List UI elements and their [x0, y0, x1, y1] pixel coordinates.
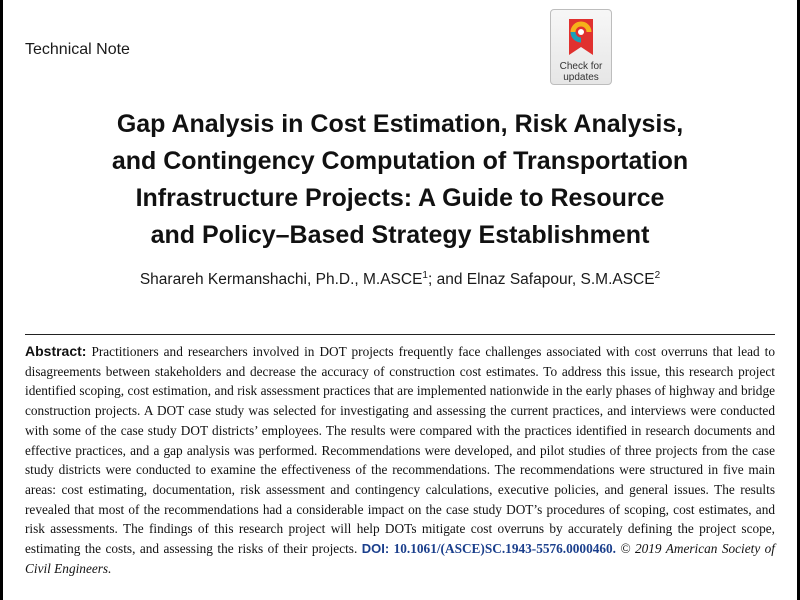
- author-list: [0, 271, 800, 289]
- abstract-body: Practitioners and researchers involved in DOT projects frequently face challenges associated with cost overruns that lead to disagreements between stakeholders and decrease the accuracy of construction cost estimates. To address this issue, this research project identified scoping, cost estimation, and risk assessment practices that are implemented nationwide in the early phases of highway and bridge construction projects. A DOT case study was selected for investigating and assessing the current practices, and interviews were conducted with some of the case study DOT districts’ employees. The results were compared with the practices identified in research documents and effective practices, and a gap analysis was performed. Recommendations were developed, and pilot studies of three projects from the case study districts were conducted to examine the effectiveness of the recommendations. The recommendations were structured in five main areas: cost estimating, documentation, risk assessment and contingency calculations, executive policies, and general issues. The results revealed that most of the recommendations had a considerable impact on the case study DOT’s procedures of scoping, cost estimates, and risk assessments. The findings of this research project will help DOTs mitigate cost overruns by accurately defining the project scope, estimating the costs, and assessing the risks of their projects.: [25, 344, 775, 557]
- author-separator: ; and: [427, 271, 467, 288]
- badge-text-line2: updates: [563, 72, 599, 83]
- title-line: and Policy–Based Strategy Establishment: [150, 221, 650, 249]
- title-line: and Contingency Computation of Transportation: [111, 147, 689, 175]
- crossmark-bookmark-icon: [564, 15, 598, 59]
- badge-text-line1: Check for: [559, 61, 603, 72]
- abstract-label: Abstract:: [25, 343, 87, 359]
- paper-title: [40, 106, 760, 254]
- title-line: Gap Analysis in Cost Estimation, Risk Analysis,: [116, 110, 684, 138]
- doi-label: DOI:: [361, 541, 390, 557]
- copyright-notice: © 2019 American Society of Civil Engineers.: [25, 541, 776, 576]
- author-affiliation-mark: 1: [422, 269, 428, 281]
- article-type-label: Technical Note: [25, 41, 130, 58]
- title-line: Infrastructure Projects: A Guide to Resource: [135, 184, 665, 212]
- section-divider: [25, 334, 775, 335]
- abstract-block: [25, 342, 775, 578]
- check-for-updates-badge[interactable]: [550, 9, 612, 85]
- doi-link[interactable]: 10.1061/(ASCE)SC.1943-5576.0000460.: [393, 541, 616, 557]
- author-affiliation-mark: 2: [654, 269, 661, 281]
- author-name: Elnaz Safapour, S.M.ASCE: [466, 271, 655, 288]
- author-name: Sharareh Kermanshachi, Ph.D., M.ASCE: [139, 271, 423, 288]
